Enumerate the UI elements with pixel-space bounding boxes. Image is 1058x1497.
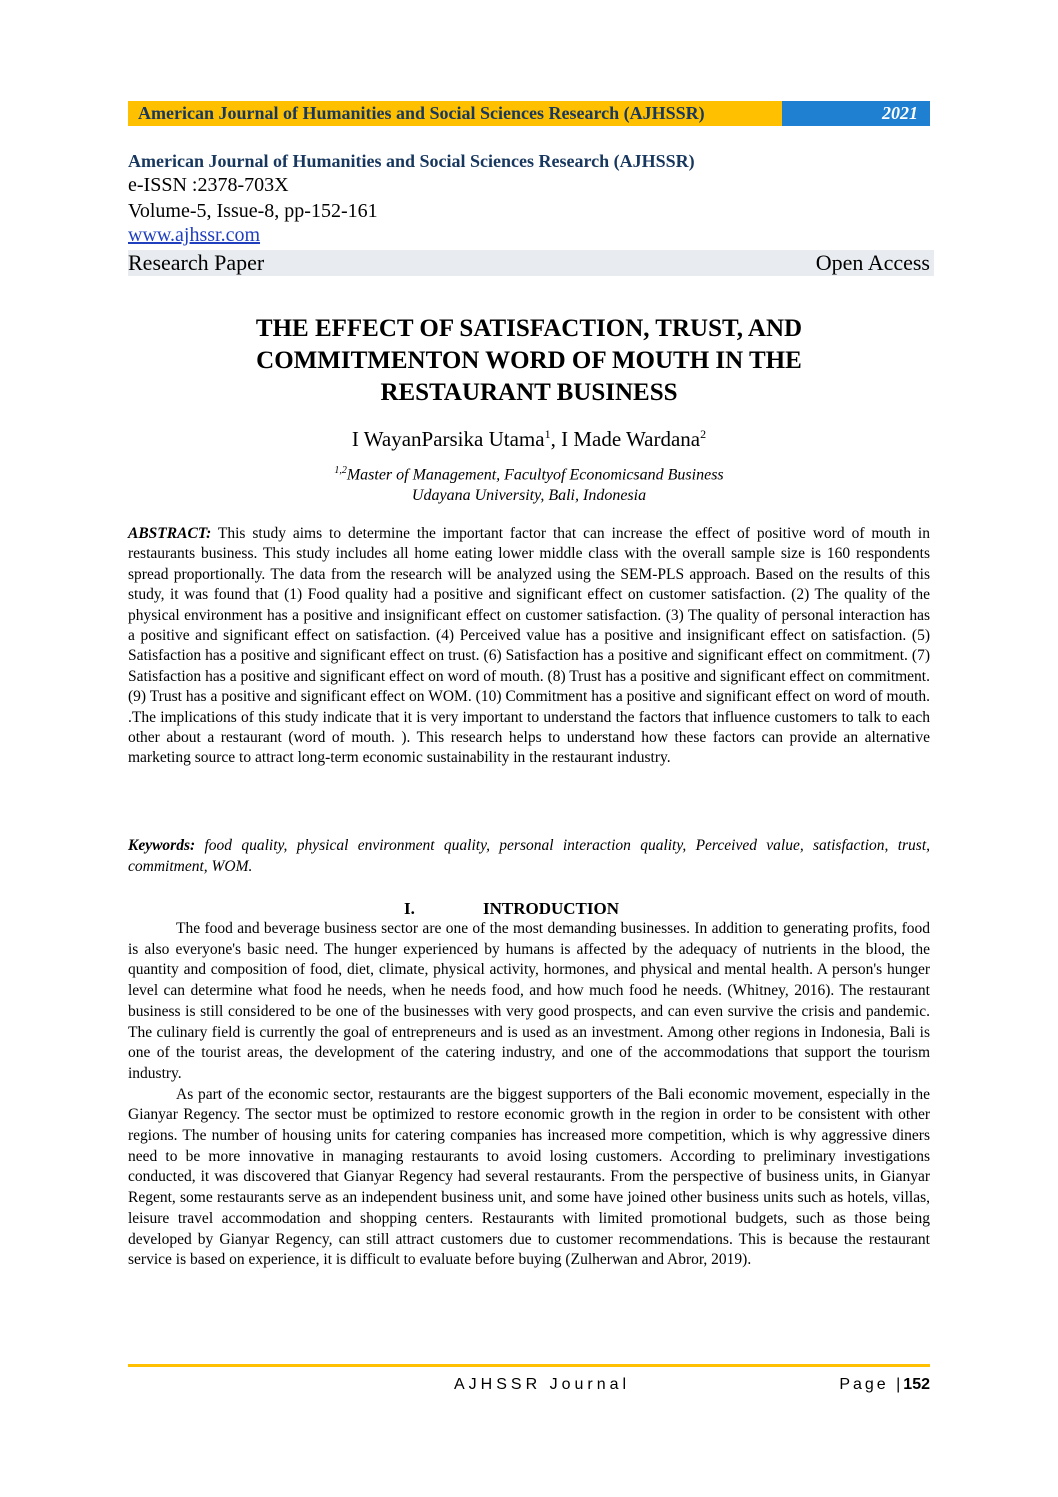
affiliation-line: Master of Management, Facultyof Economicsand Business xyxy=(346,466,724,484)
section-number: I. xyxy=(404,899,415,918)
title-line: RESTAURANT BUSINESS xyxy=(380,379,678,406)
author-list xyxy=(128,427,930,452)
introduction-body xyxy=(128,919,930,1271)
keywords xyxy=(128,835,930,877)
author-affiliation-mark: 2 xyxy=(700,427,707,441)
publication-meta xyxy=(128,150,930,246)
keywords-label: Keywords: xyxy=(128,837,196,854)
page-number: 152 xyxy=(903,1376,930,1393)
title-line: THE EFFECT OF SATISFACTION, TRUST, AND xyxy=(255,315,803,342)
abstract-label: ABSTRACT: xyxy=(128,525,212,542)
banner-year: 2021 xyxy=(782,101,930,126)
affiliation xyxy=(128,460,930,506)
abstract xyxy=(128,524,930,769)
keywords-text: food quality, physical environment quality, personal interaction quality, Perceived value, satisfaction, trust, commitment, WOM. xyxy=(128,837,930,875)
paper-title xyxy=(128,313,930,409)
page-label: Page | xyxy=(839,1376,904,1393)
banner-journal-title: American Journal of Humanities and Social Sciences Research (AJHSSR) xyxy=(128,101,782,126)
access-type: Open Access xyxy=(815,250,930,275)
author-name: I WayanParsika Utama xyxy=(351,427,545,451)
footer-journal: AJHSSR Journal xyxy=(454,1376,631,1393)
journal-header-banner xyxy=(128,101,930,126)
body-paragraph: The food and beverage business sector are one of the most demanding businesses. In addition to generating profits, food is also everyone's basic need. The hunger experienced by humans is affected by the adequacy of nutrients in the blood, the quantity and composition of food, diet, climate, physical activity, hormones, and physical and mental health. A person's hunger level can determine what food he needs, when he needs food, and how much food he needs. (Whitney, 2016). The restaurant business is still considered to be one of the businesses with very good prospects, and can even survive the crisis and pandemic. The culinary field is currently the goal of entrepreneurs and is used as an investment. Among other regions in Indonesia, Bali is one of the tourist areas, the development of the catering industry, and one of the accommodations that support the tourism industry. xyxy=(128,920,930,1082)
journal-name: American Journal of Humanities and Social Sciences Research (AJHSSR) xyxy=(128,151,695,171)
footer-divider xyxy=(128,1364,930,1367)
volume-issue: Volume-5, Issue-8, pp-152-161 xyxy=(128,200,378,222)
abstract-text: This study aims to determine the important factor that can increase the effect of positive word of mouth in restaurants business. This study includes all home eating lower middle class with the overall sample size is 160 respondents spread proportionally. The data from the research will be analyzed using the SEM-PLS approach. Based on the results of this study, it was found that (1) Food quality had a positive and significant effect on customer satisfaction. (2) The quality of the physical environment has a positive and insignificant effect on customer satisfaction. (3) The quality of personal interaction has a positive and significant effect on satisfaction. (4) Perceived value has a positive and insignificant effect on satisfaction. (5) Satisfaction has a positive and significant effect on trust. (6) Satisfaction has a positive and significant effect on commitment. (7) Satisfaction has a positive and significant effect on word of mouth. (8) Trust has a positive and significant effect on commitment. (9) Trust has a positive and significant effect on WOM. (10) Commitment has a positive and significant effect on word of mouth. .The implications of this study indicate that it is very important to understand the factors that influence customers to talk to each other about a restaurant (word of mouth. ). This research helps to understand how these factors can provide an alternative marketing source to attract long-term economic sustainability in the restaurant industry. xyxy=(128,525,930,767)
author-separator: , xyxy=(550,427,562,451)
author-affiliation-mark: 1 xyxy=(544,427,551,441)
paper-type: Research Paper xyxy=(128,250,265,275)
author-name: I Made Wardana xyxy=(561,427,701,451)
footer-page xyxy=(839,1376,930,1394)
body-paragraph: As part of the economic sector, restaurants are the biggest supporters of the Bali economic movement, especially in the Gianyar Regency. The sector must be optimized to restore economic growth in the region in order to be consistent with other regions. The number of housing units for catering companies has increased more competition, which is why aggressive diners need to be more innovative in managing restaurants to avoid losing customers. According to preliminary investigations conducted, it was discovered that Gianyar Regency had several restaurants. From the perspective of business units, in Gianyar Regent, some restaurants serve as an independent business unit, and some have joined other business units such as hotels, villas, leisure travel accommodation and shopping centers. Restaurants with limited promotional budgets, such as those being developed by Gianyar Regency, can still attract customers due to customer recommendations. This is because the restaurant service is based on experience, it is difficult to evaluate before buying (Zulherwan and Abror, 2019). xyxy=(128,1085,930,1269)
paper-type-bar xyxy=(128,250,934,276)
title-line: COMMITMENTON WORD OF MOUTH IN THE xyxy=(256,347,802,374)
affiliation-mark: 1,2 xyxy=(334,465,347,476)
affiliation-line: Udayana University, Bali, Indonesia xyxy=(411,487,647,505)
issn: e-ISSN :2378-703X xyxy=(128,174,289,196)
section-title: INTRODUCTION xyxy=(483,899,620,918)
journal-website-link[interactable]: www.ajhssr.com xyxy=(128,224,261,246)
